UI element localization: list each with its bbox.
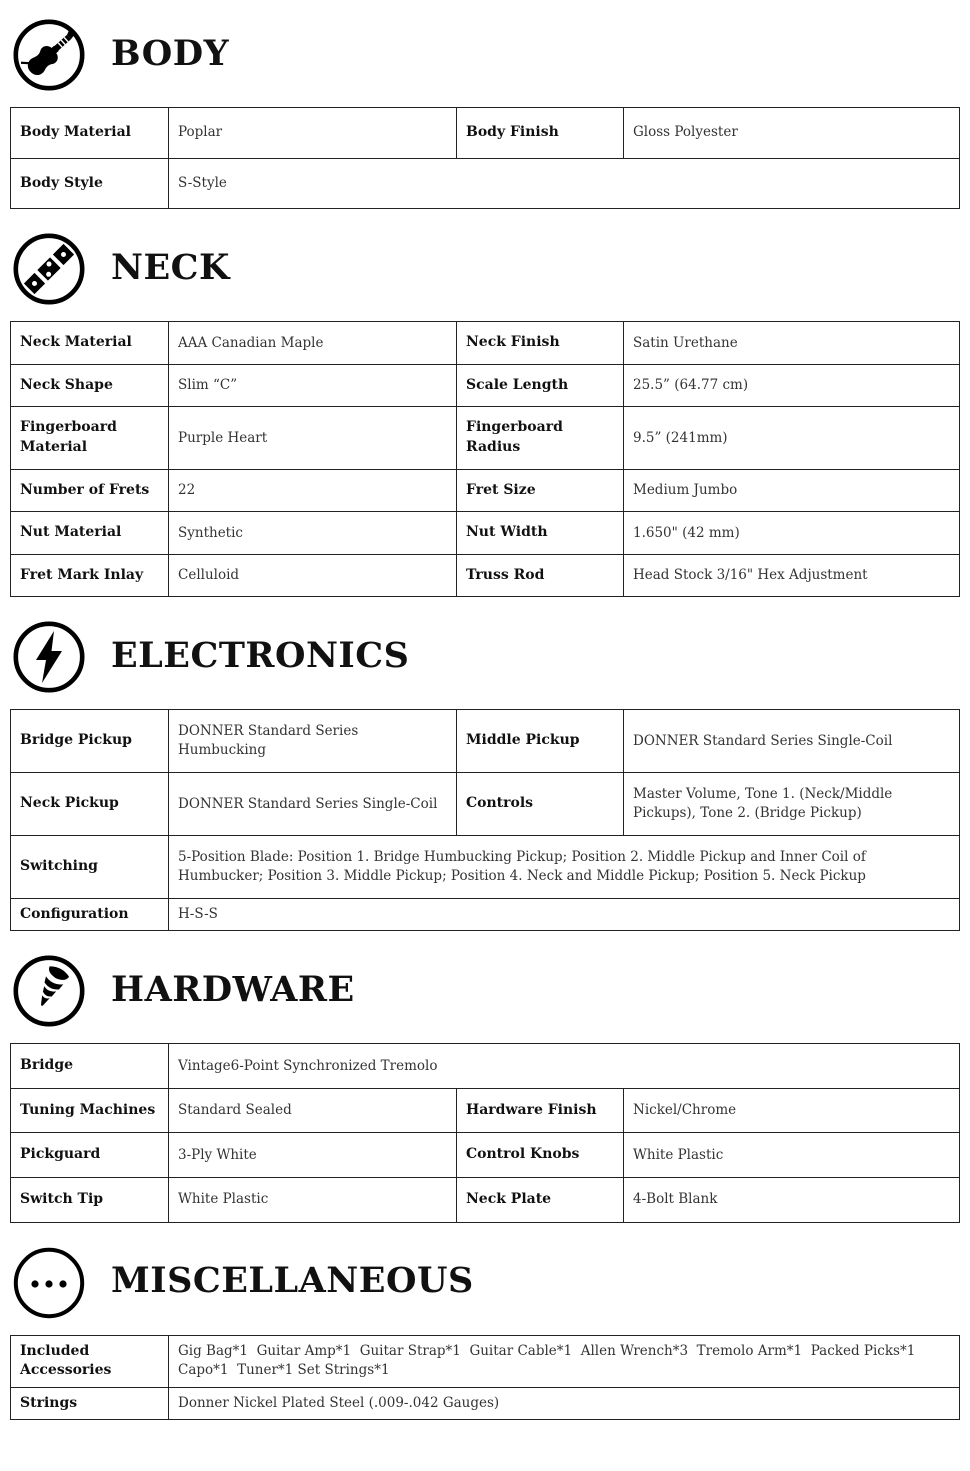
spec-value: Head Stock 3/16" Hex Adjustment bbox=[624, 554, 960, 597]
spec-value: 1.650" (42 mm) bbox=[624, 512, 960, 555]
spec-label: Bridge Pickup bbox=[11, 710, 169, 773]
spec-label: Tuning Machines bbox=[11, 1088, 169, 1133]
spec-row bbox=[11, 322, 960, 365]
spec-row bbox=[11, 1088, 960, 1133]
hardware-spec-table bbox=[10, 1043, 960, 1222]
spec-row bbox=[11, 512, 960, 555]
spec-value: Gig Bag*1 Guitar Amp*1 Guitar Strap*1 Guitar Cable*1 Allen Wrench*3 Tremolo Arm*1 Packed Picks*1 Capo*1 Tuner*1 Set Strings*1 bbox=[169, 1335, 960, 1387]
spec-label: Middle Pickup bbox=[457, 710, 624, 773]
spec-value: Standard Sealed bbox=[169, 1088, 457, 1133]
spec-label: Scale Length bbox=[457, 364, 624, 407]
electronics-spec-table bbox=[10, 709, 960, 931]
spec-value: 25.5” (64.77 cm) bbox=[624, 364, 960, 407]
spec-label: Configuration bbox=[11, 898, 169, 931]
spec-label: Neck Plate bbox=[457, 1178, 624, 1223]
spec-value: Satin Urethane bbox=[624, 322, 960, 365]
spec-label: Nut Width bbox=[457, 512, 624, 555]
spec-row bbox=[11, 108, 960, 159]
spec-label: Pickguard bbox=[11, 1133, 169, 1178]
spec-label: Switch Tip bbox=[11, 1178, 169, 1223]
spec-value: Gloss Polyester bbox=[624, 108, 960, 159]
spec-label: Fret Mark Inlay bbox=[11, 554, 169, 597]
section-electronics-header bbox=[10, 618, 960, 694]
section-hardware-title: HARDWARE bbox=[111, 968, 355, 1010]
spec-value: 9.5” (241mm) bbox=[624, 407, 960, 469]
spec-row bbox=[11, 1133, 960, 1178]
spec-value: Slim “C” bbox=[169, 364, 457, 407]
spec-row bbox=[11, 710, 960, 773]
screw-icon bbox=[12, 954, 86, 1028]
spec-label: Fingerboard Material bbox=[11, 407, 169, 469]
section-miscellaneous-header bbox=[10, 1244, 960, 1320]
section-hardware-header bbox=[10, 952, 960, 1028]
spec-label: Nut Material bbox=[11, 512, 169, 555]
spec-label: Body Style bbox=[11, 158, 169, 209]
guitar-neck-icon bbox=[12, 232, 86, 306]
spec-label: Hardware Finish bbox=[457, 1088, 624, 1133]
spec-value: 22 bbox=[169, 469, 457, 512]
section-hardware bbox=[10, 952, 960, 1222]
spec-value: DONNER Standard Series Single-Coil bbox=[169, 773, 457, 836]
section-neck-title: NECK bbox=[111, 246, 230, 288]
spec-value: White Plastic bbox=[169, 1178, 457, 1223]
spec-row bbox=[11, 1044, 960, 1089]
spec-value: Medium Jumbo bbox=[624, 469, 960, 512]
spec-value: 5-Position Blade: Position 1. Bridge Humbucking Pickup; Position 2. Middle Pickup and Inner Coil of Humbucker; Position 3. Middle Pickup; Position 4. Neck and Middle Pickup; Position 5. Neck Pickup bbox=[169, 835, 960, 898]
electric-guitar-icon bbox=[12, 18, 86, 92]
spec-value: Poplar bbox=[169, 108, 457, 159]
spec-value: Donner Nickel Plated Steel (.009-.042 Gauges) bbox=[169, 1387, 960, 1420]
spec-value: Celluloid bbox=[169, 554, 457, 597]
section-electronics bbox=[10, 618, 960, 931]
spec-value: Vintage6-Point Synchronized Tremolo bbox=[169, 1044, 960, 1089]
spec-row bbox=[11, 158, 960, 209]
spec-label: Body Finish bbox=[457, 108, 624, 159]
spec-row bbox=[11, 898, 960, 931]
spec-row bbox=[11, 364, 960, 407]
spec-label: Switching bbox=[11, 835, 169, 898]
spec-value: H-S-S bbox=[169, 898, 960, 931]
body-spec-table bbox=[10, 107, 960, 209]
spec-value: Master Volume, Tone 1. (Neck/Middle Pickups), Tone 2. (Bridge Pickup) bbox=[624, 773, 960, 836]
spec-value: DONNER Standard Series Humbucking bbox=[169, 710, 457, 773]
spec-label: Included Accessories bbox=[11, 1335, 169, 1387]
section-body-title: BODY bbox=[111, 32, 230, 74]
spec-label: Truss Rod bbox=[457, 554, 624, 597]
spec-row bbox=[11, 1178, 960, 1223]
section-neck bbox=[10, 230, 960, 597]
spec-row bbox=[11, 835, 960, 898]
neck-spec-table bbox=[10, 321, 960, 597]
spec-value: Purple Heart bbox=[169, 407, 457, 469]
section-miscellaneous bbox=[10, 1244, 960, 1421]
spec-label: Neck Material bbox=[11, 322, 169, 365]
spec-value: AAA Canadian Maple bbox=[169, 322, 457, 365]
section-miscellaneous-title: MISCELLANEOUS bbox=[111, 1260, 474, 1302]
spec-value: White Plastic bbox=[624, 1133, 960, 1178]
section-body-header bbox=[10, 16, 960, 92]
section-body bbox=[10, 16, 960, 209]
spec-label: Control Knobs bbox=[457, 1133, 624, 1178]
spec-label: Bridge bbox=[11, 1044, 169, 1089]
spec-label: Strings bbox=[11, 1387, 169, 1420]
spec-row bbox=[11, 407, 960, 469]
spec-value: 4-Bolt Blank bbox=[624, 1178, 960, 1223]
section-electronics-title: ELECTRONICS bbox=[111, 634, 410, 676]
spec-label: Body Material bbox=[11, 108, 169, 159]
spec-row bbox=[11, 1387, 960, 1420]
miscellaneous-spec-table bbox=[10, 1335, 960, 1421]
lightning-bolt-icon bbox=[12, 620, 86, 694]
spec-value: S-Style bbox=[169, 158, 960, 209]
spec-value: Synthetic bbox=[169, 512, 457, 555]
spec-label: Controls bbox=[457, 773, 624, 836]
spec-row bbox=[11, 554, 960, 597]
spec-value: 3-Ply White bbox=[169, 1133, 457, 1178]
spec-row bbox=[11, 469, 960, 512]
spec-row bbox=[11, 773, 960, 836]
spec-label: Fret Size bbox=[457, 469, 624, 512]
spec-label: Neck Pickup bbox=[11, 773, 169, 836]
spec-value: DONNER Standard Series Single-Coil bbox=[624, 710, 960, 773]
spec-label: Neck Shape bbox=[11, 364, 169, 407]
spec-label: Fingerboard Radius bbox=[457, 407, 624, 469]
spec-value: Nickel/Chrome bbox=[624, 1088, 960, 1133]
section-neck-header bbox=[10, 230, 960, 306]
spec-label: Neck Finish bbox=[457, 322, 624, 365]
spec-label: Number of Frets bbox=[11, 469, 169, 512]
ellipsis-icon bbox=[12, 1246, 86, 1320]
